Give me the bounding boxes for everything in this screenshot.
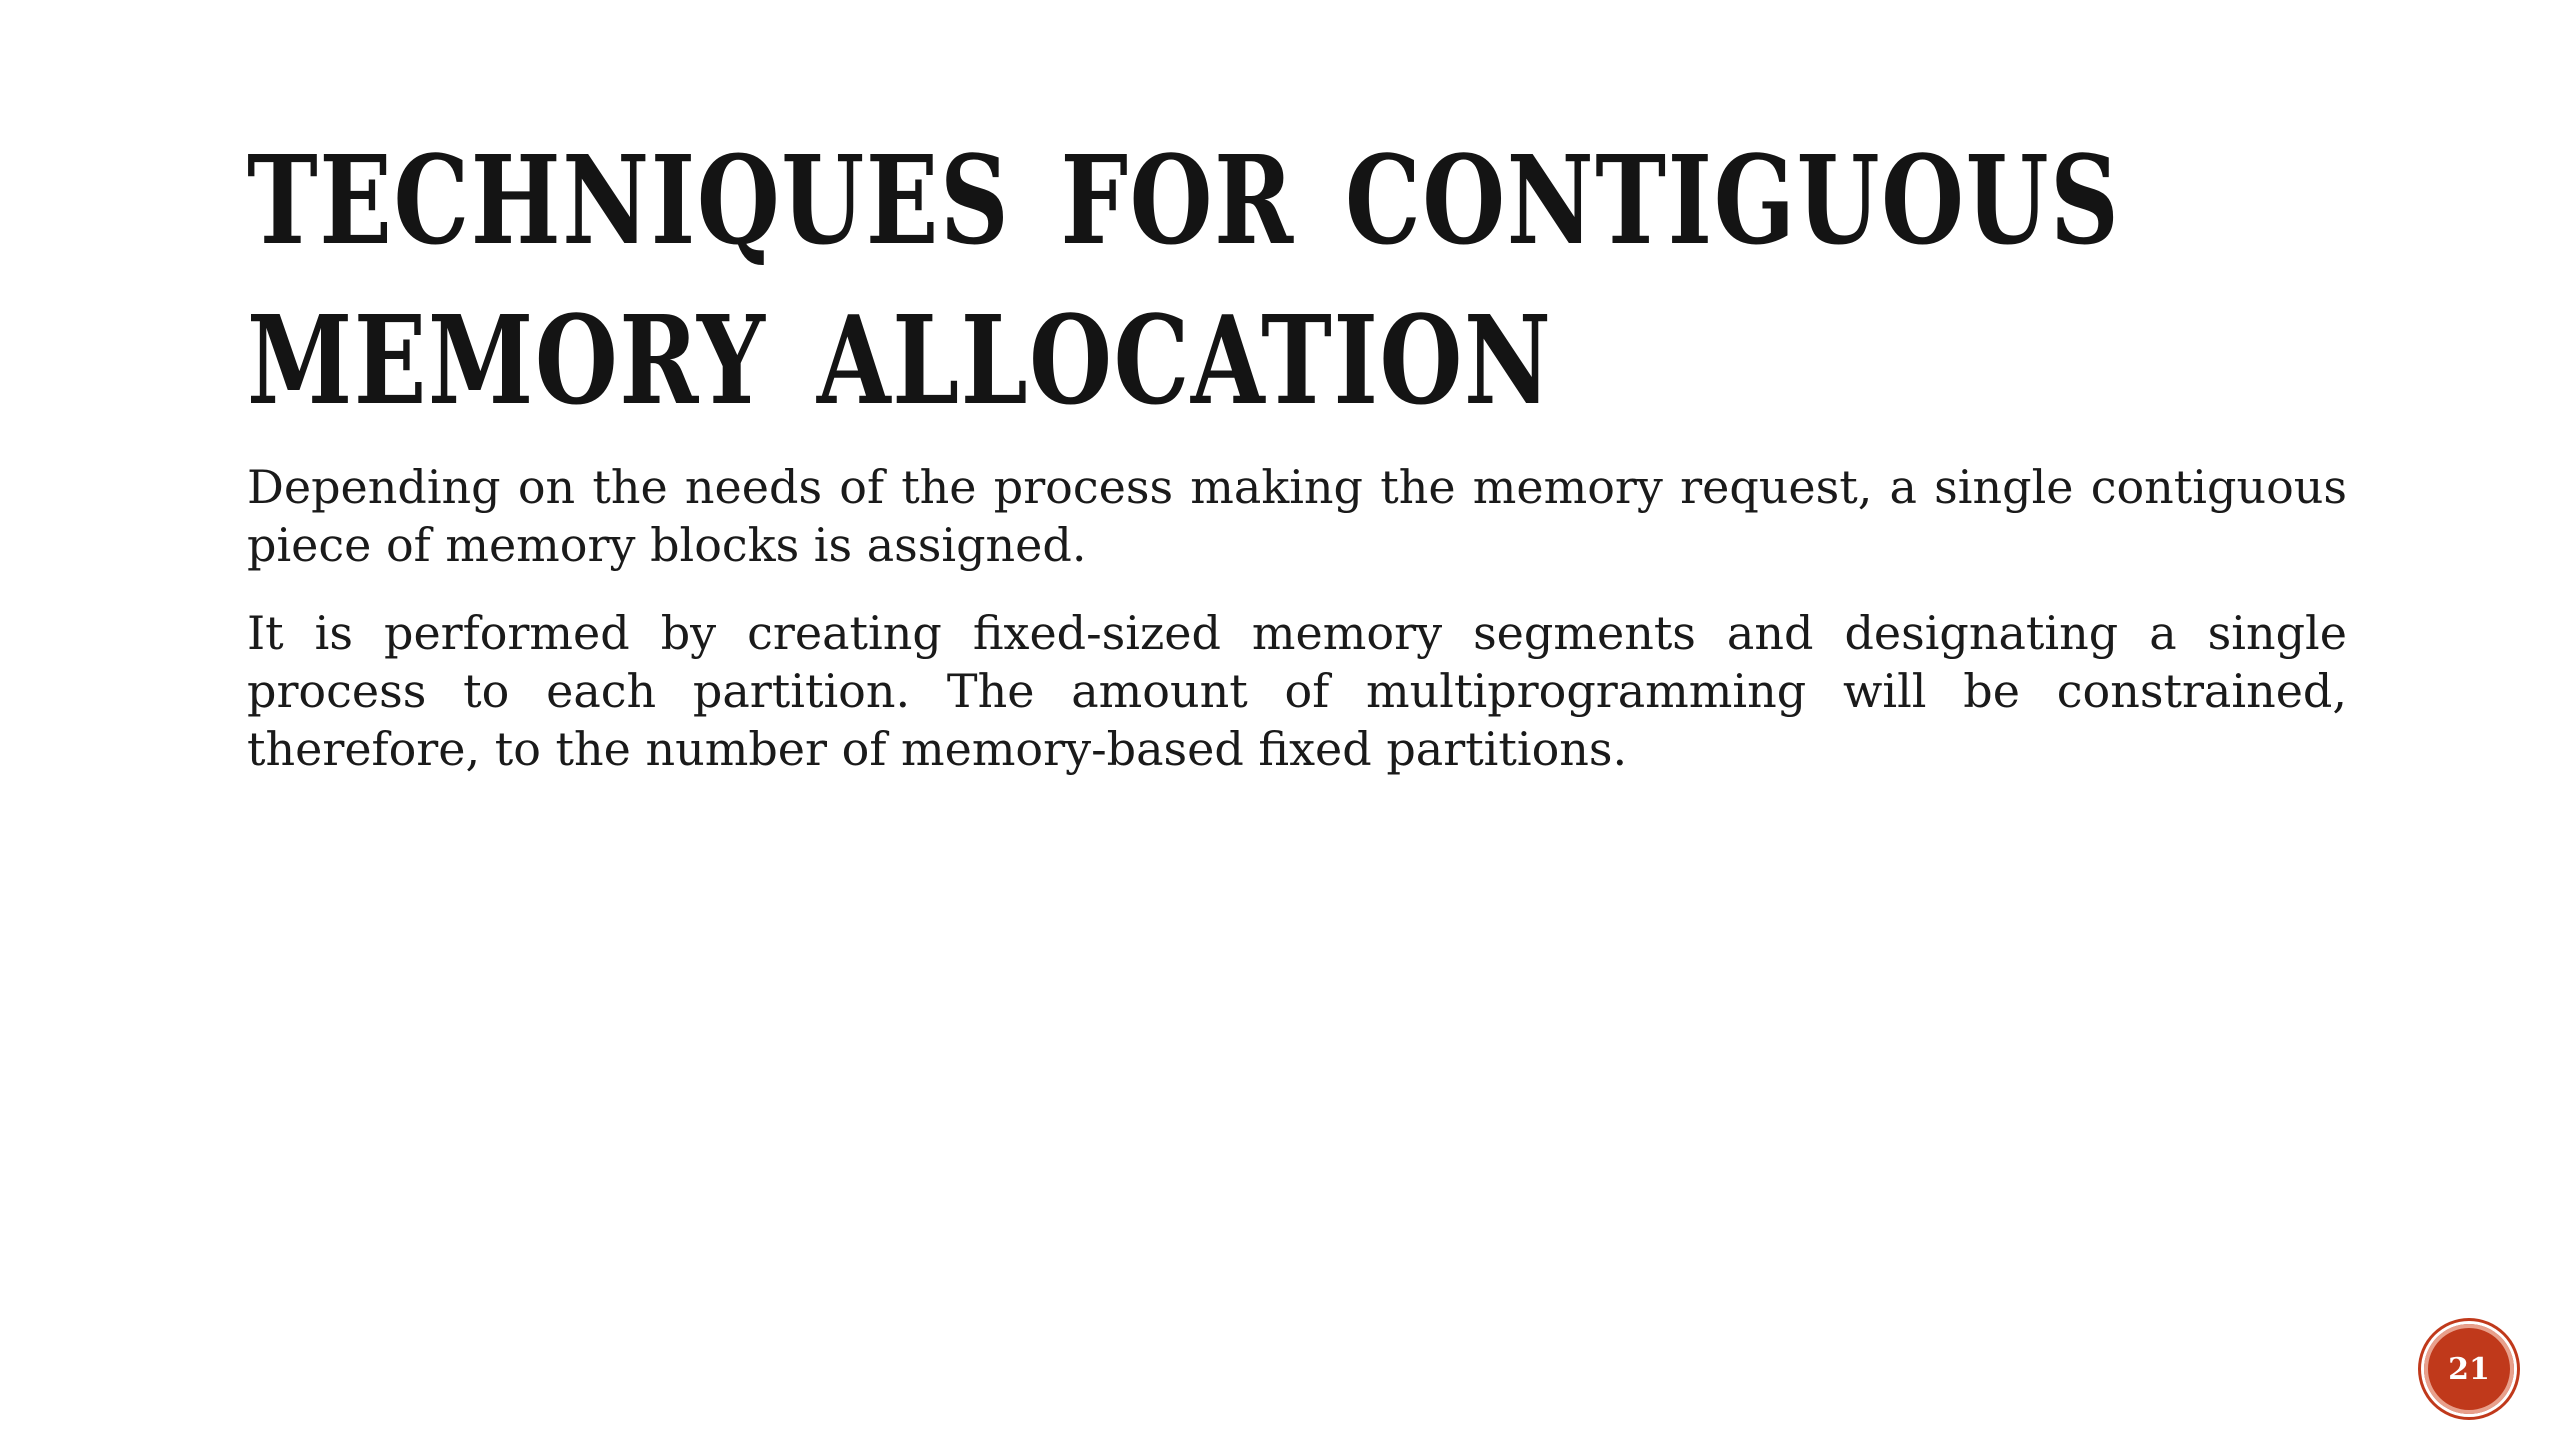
page-number: 21 (2448, 1351, 2490, 1387)
body-paragraph-2: It is performed by creating fixed-sized memory segments and designating a single process to each partition. The amount of multiprogramming will be constrained, therefore, to the number of memory-based fixed partitions. (247, 606, 2347, 776)
slide-title: TECHNIQUES FOR CONTIGUOUS MEMORY ALLOCATION (247, 128, 2121, 432)
slide-body (247, 458, 2347, 808)
page-number-badge (2424, 1324, 2514, 1414)
body-paragraph-1: Depending on the needs of the process making the memory request, a single contiguous piece of memory blocks is assigned. (247, 460, 2347, 572)
